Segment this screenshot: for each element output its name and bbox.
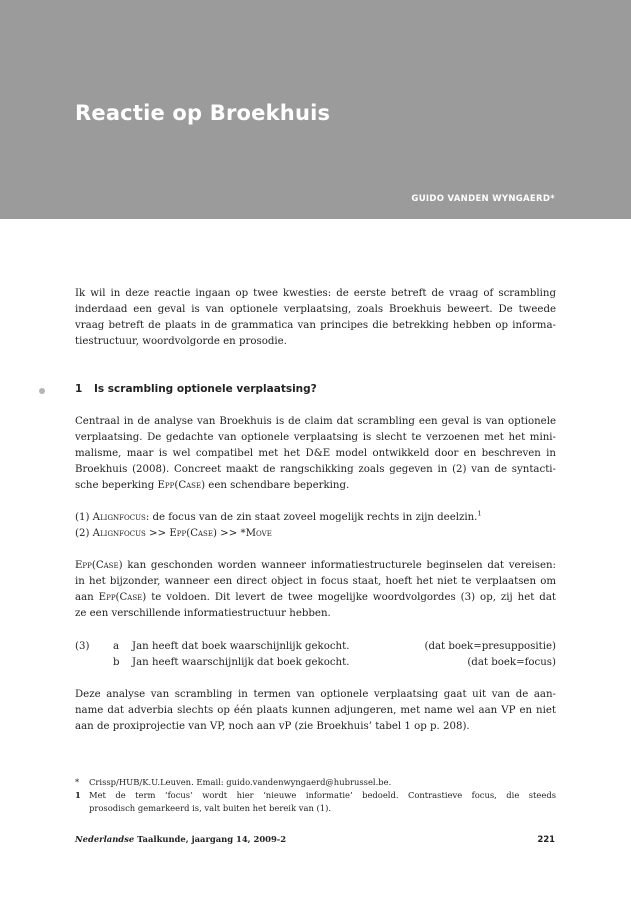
text-line: Ik wil in deze reactie ingaan op twee kwesties: de eerste betreft de vraag of scrambling (75, 288, 556, 299)
constraint-name: Epp(Case) (157, 480, 206, 491)
example-letter: a (113, 641, 120, 652)
constraint-name: Epp(Case) (98, 592, 147, 603)
constraint-name: Epp(Case) (169, 528, 217, 539)
text-line: tiestructuur, woordvolgorde en prosodie. (75, 336, 287, 347)
constraint-name: Alignfocus (92, 528, 146, 539)
constraint-1 (75, 510, 556, 526)
journal-volume: Taalkunde, jaargang 14, 2009-2 (134, 834, 287, 844)
text-line (75, 558, 556, 574)
footnote-mark: 1 (75, 790, 81, 800)
example-sentence: Jan heeft dat boek waarschijnlijk gekocht. (132, 641, 350, 652)
text-line: Broekhuis (2008). Concreet maakt de rangschikking zoals gegeven in (2) van de syntacti- (75, 464, 556, 475)
constraint-number: (2) (75, 528, 93, 539)
text-fragment: een schendbare beperking. (205, 480, 350, 491)
ranking-separator: >> (145, 528, 170, 539)
footnote-ref[interactable]: 1 (477, 509, 482, 518)
constraint-name: Move (245, 528, 272, 539)
intro-paragraph (75, 286, 556, 350)
example-gloss: (dat boek=presuppositie) (424, 641, 556, 652)
ranking-separator: >> * (216, 528, 246, 539)
text-line: ze een verschillende informatiestructuur hebben. (75, 608, 331, 619)
text-line: prosodisch gemarkeerd is, valt buiten het bereik van (1). (89, 803, 332, 813)
text-line (75, 478, 556, 494)
title-banner (0, 0, 631, 219)
text-fragment: sche beperking (75, 480, 158, 491)
constraint-text: : de focus van de zin staat zoveel mogelijk rechts in zijn deelzin. (145, 512, 478, 523)
page-number: 221 (537, 834, 555, 844)
paragraph-2 (75, 558, 556, 622)
footnote-1 (75, 789, 556, 815)
text-line: aan de proxiprojectie van VP, noch aan vP (zie Broekhuis’ tabel 1 op p. 208). (75, 721, 470, 732)
paragraph-1 (75, 414, 556, 494)
text-line: Centraal in de analyse van Broekhuis is de claim dat scrambling een geval is van optionele (75, 416, 556, 427)
text-fragment: kan geschonden worden wanneer informatiestructurele beginselen dat vereisen: (122, 560, 556, 571)
article-title: Reactie op Broekhuis (75, 101, 331, 125)
journal-name: Nederlandse (75, 834, 135, 844)
constraint-name: Epp(Case) (75, 560, 123, 571)
footnote-text (89, 789, 556, 815)
text-line: name dat adverbia slechts op één plaats kunnen adjungeren, met name wel aan VP en niet (75, 705, 556, 716)
section-title: Is scrambling optionele verplaatsing? (94, 383, 317, 395)
example-row-a (75, 639, 556, 655)
section-number: 1 (75, 383, 83, 395)
text-line: Deze analyse van scrambling in termen van optionele verplaatsing gaat uit van de aan- (75, 689, 556, 700)
footnote-text: Crissp/HUB/K.U.Leuven. Email: guido.vandenwyngaerd@hubrussel.be. (89, 777, 392, 787)
paragraph-3 (75, 687, 556, 735)
constraint-2 (75, 526, 556, 542)
text-line: inderdaad een geval is van optionele verplaatsing, zoals Broekhuis beweert. De tweede (75, 304, 556, 315)
text-line (75, 590, 556, 606)
journal-citation (75, 834, 286, 844)
footnote-affiliation (75, 776, 556, 789)
text-line: verplaatsing. De gedachte van optionele verplaatsing is slecht te verzoenen met het mini- (75, 432, 556, 443)
text-line: vraag betreft de plaats in de grammatica van principes die betrekking hebben op informa- (75, 320, 556, 331)
example-gloss: (dat boek=focus) (467, 657, 556, 668)
text-line: in het bijzonder, wanneer een direct object in focus staat, hoeft het niet te verplaatsen om (75, 576, 556, 587)
constraint-name: Alignfocus (92, 512, 146, 523)
example-row-b (75, 655, 556, 671)
footnote-mark: * (75, 777, 80, 787)
text-fragment: aan (75, 592, 99, 603)
text-fragment: te voldoen. Dit levert de twee mogelijke woordvolgordes (3) op, zij het dat (146, 592, 556, 603)
constraint-number: (1) (75, 512, 93, 523)
text-line: Met de term ‘focus’ wordt hier ‘nieuwe informatie’ bedoeld. Contrastieve focus, die steeds (89, 790, 556, 800)
example-number: (3) (75, 641, 90, 652)
example-letter: b (113, 657, 120, 668)
example-sentence: Jan heeft waarschijnlijk dat boek gekocht. (132, 657, 350, 668)
margin-bullet-icon (39, 388, 45, 394)
constraint-list (75, 510, 556, 542)
text-line: malisme, maar is wel compatibel met het D&E model ontwikkeld door en beschreven in (75, 448, 556, 459)
author-name: GUIDO VANDEN WYNGAERD* (411, 194, 555, 204)
